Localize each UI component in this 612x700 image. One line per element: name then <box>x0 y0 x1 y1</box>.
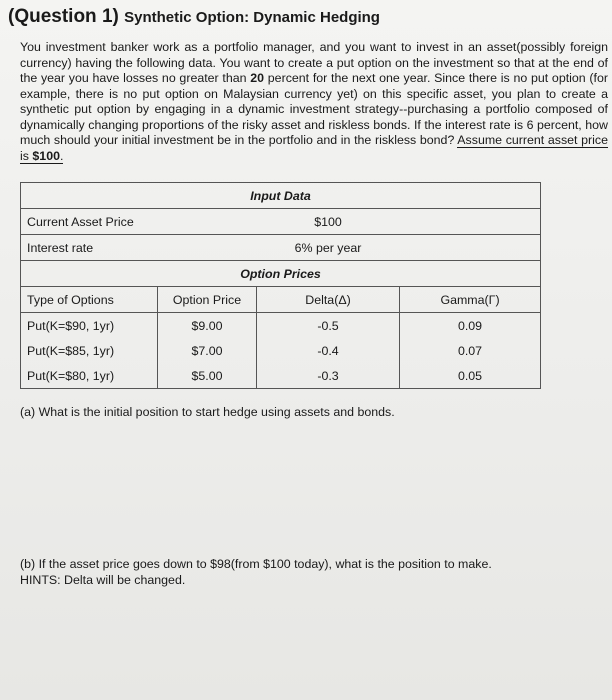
option-gamma-cell: 0.09 <box>400 313 541 339</box>
empty-cell <box>158 235 257 261</box>
question-description <box>20 40 608 164</box>
option-type-cell: Put(K=$90, 1yr) <box>21 313 158 339</box>
asset-price-value: $100 <box>32 148 60 163</box>
column-header: Type of Options <box>21 287 158 313</box>
table-header-row <box>21 287 541 313</box>
question-a: (a) What is the initial position to start hedge using assets and bonds. <box>20 405 395 419</box>
empty-cell <box>400 209 541 235</box>
option-delta-cell: -0.3 <box>257 363 400 389</box>
table-row <box>21 261 541 287</box>
question-number: (Question 1) <box>8 6 119 27</box>
asset-price-cell: $100 <box>257 209 400 235</box>
question-title <box>8 6 380 28</box>
empty-cell <box>158 209 257 235</box>
table-row <box>21 363 541 389</box>
input-data-header: Input Data <box>21 183 541 209</box>
option-delta-cell: -0.4 <box>257 338 400 363</box>
column-header: Gamma(Γ) <box>400 287 541 313</box>
intro-text-2: percent for the next one year. Since there is no put option (for example, there is no put option on Malaysian currency yet) on this specific asset, you plan to create a synthetic put option by engaging in a dynamic investment strategy--purchasing a portfolio composed of dynamically changing proportions of the risky asset and riskless bonds. If the interest rate is 6 percent, how much should your initial investment be in the portfolio and in the riskless bond? <box>20 71 608 147</box>
asset-price-label: Current Asset Price <box>21 209 158 235</box>
intro-text-1: You investment banker work as a portfolio manager, and you want to invest in an asset(possibly foreign currency) having the following data. You want to create a put option on the investment so that at the end of the year you have losses no greater than <box>20 40 608 85</box>
input-data-table <box>20 182 541 389</box>
empty-cell <box>400 235 541 261</box>
table-row <box>21 209 541 235</box>
table-row <box>21 183 541 209</box>
option-type-cell: Put(K=$80, 1yr) <box>21 363 158 389</box>
table-row <box>21 235 541 261</box>
loss-limit-value: 20 <box>250 71 265 85</box>
option-prices-header: Option Prices <box>21 261 541 287</box>
option-delta-cell: -0.5 <box>257 313 400 339</box>
intro-text-4: . <box>59 148 64 163</box>
option-price-cell: $7.00 <box>158 338 257 363</box>
intro-text-3: Assume current asset price is <box>20 133 608 163</box>
question-b <box>20 557 492 588</box>
question-b-hint: HINTS: Delta will be changed. <box>20 572 186 587</box>
option-type-cell: Put(K=$85, 1yr) <box>21 338 158 363</box>
question-b-text: (b) If the asset price goes down to $98(from $100 today), what is the position to make. <box>20 557 492 571</box>
option-price-cell: $5.00 <box>158 363 257 389</box>
column-header: Option Price <box>158 287 257 313</box>
table-row <box>21 313 541 339</box>
question-subtitle: Synthetic Option: Dynamic Hedging <box>124 9 380 26</box>
option-gamma-cell: 0.05 <box>400 363 541 389</box>
interest-rate-cell: 6% per year <box>257 235 400 261</box>
table-row <box>21 338 541 363</box>
interest-rate-label: Interest rate <box>21 235 158 261</box>
option-price-cell: $9.00 <box>158 313 257 339</box>
option-gamma-cell: 0.07 <box>400 338 541 363</box>
column-header: Delta(Δ) <box>257 287 400 313</box>
